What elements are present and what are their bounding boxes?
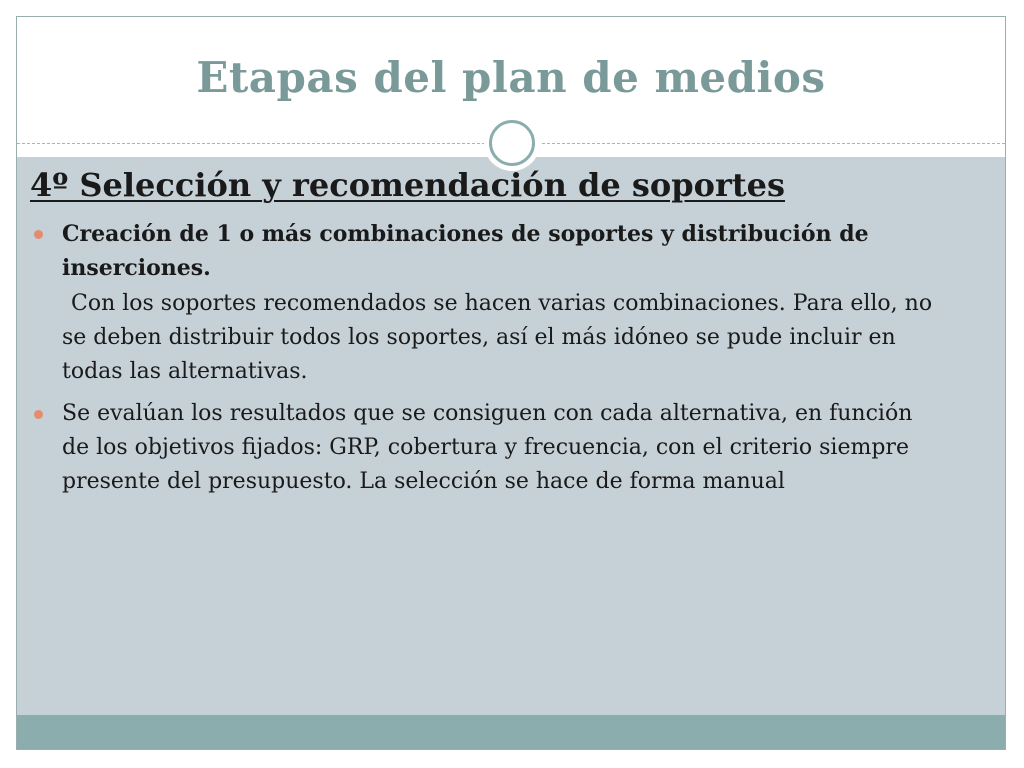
bullet-list	[30, 217, 940, 285]
bullet-text: Creación de 1 o más combinaciones de soportes y distribución de inserciones.	[62, 221, 869, 282]
bullet-dot-icon	[34, 410, 43, 419]
list-item	[30, 217, 940, 285]
bullet-dot-icon	[34, 230, 43, 239]
list-item	[30, 397, 940, 499]
body-paragraph: Con los soportes recomendados se hacen varias combinaciones. Para ello, no se deben distribuir todos los soportes, así el más idóneo se pude incluir en todas las alternativas.	[62, 291, 933, 385]
ring-icon	[489, 120, 535, 166]
slide-content	[30, 168, 940, 501]
section-heading: 4º Selección y recomendación de soportes	[30, 166, 785, 204]
footer-band	[17, 715, 1005, 749]
slide-title: Etapas del plan de medios	[196, 53, 826, 102]
bullet-list-2	[30, 397, 940, 499]
circle-ring-icon	[484, 115, 540, 171]
bullet-text: Se evalúan los resultados que se consiguen con cada alternativa, en función de los objetivos fijados: GRP, cobertura y frecuencia, con el criterio siempre presente del presupuesto. La selección se hace de forma manual	[62, 401, 913, 495]
